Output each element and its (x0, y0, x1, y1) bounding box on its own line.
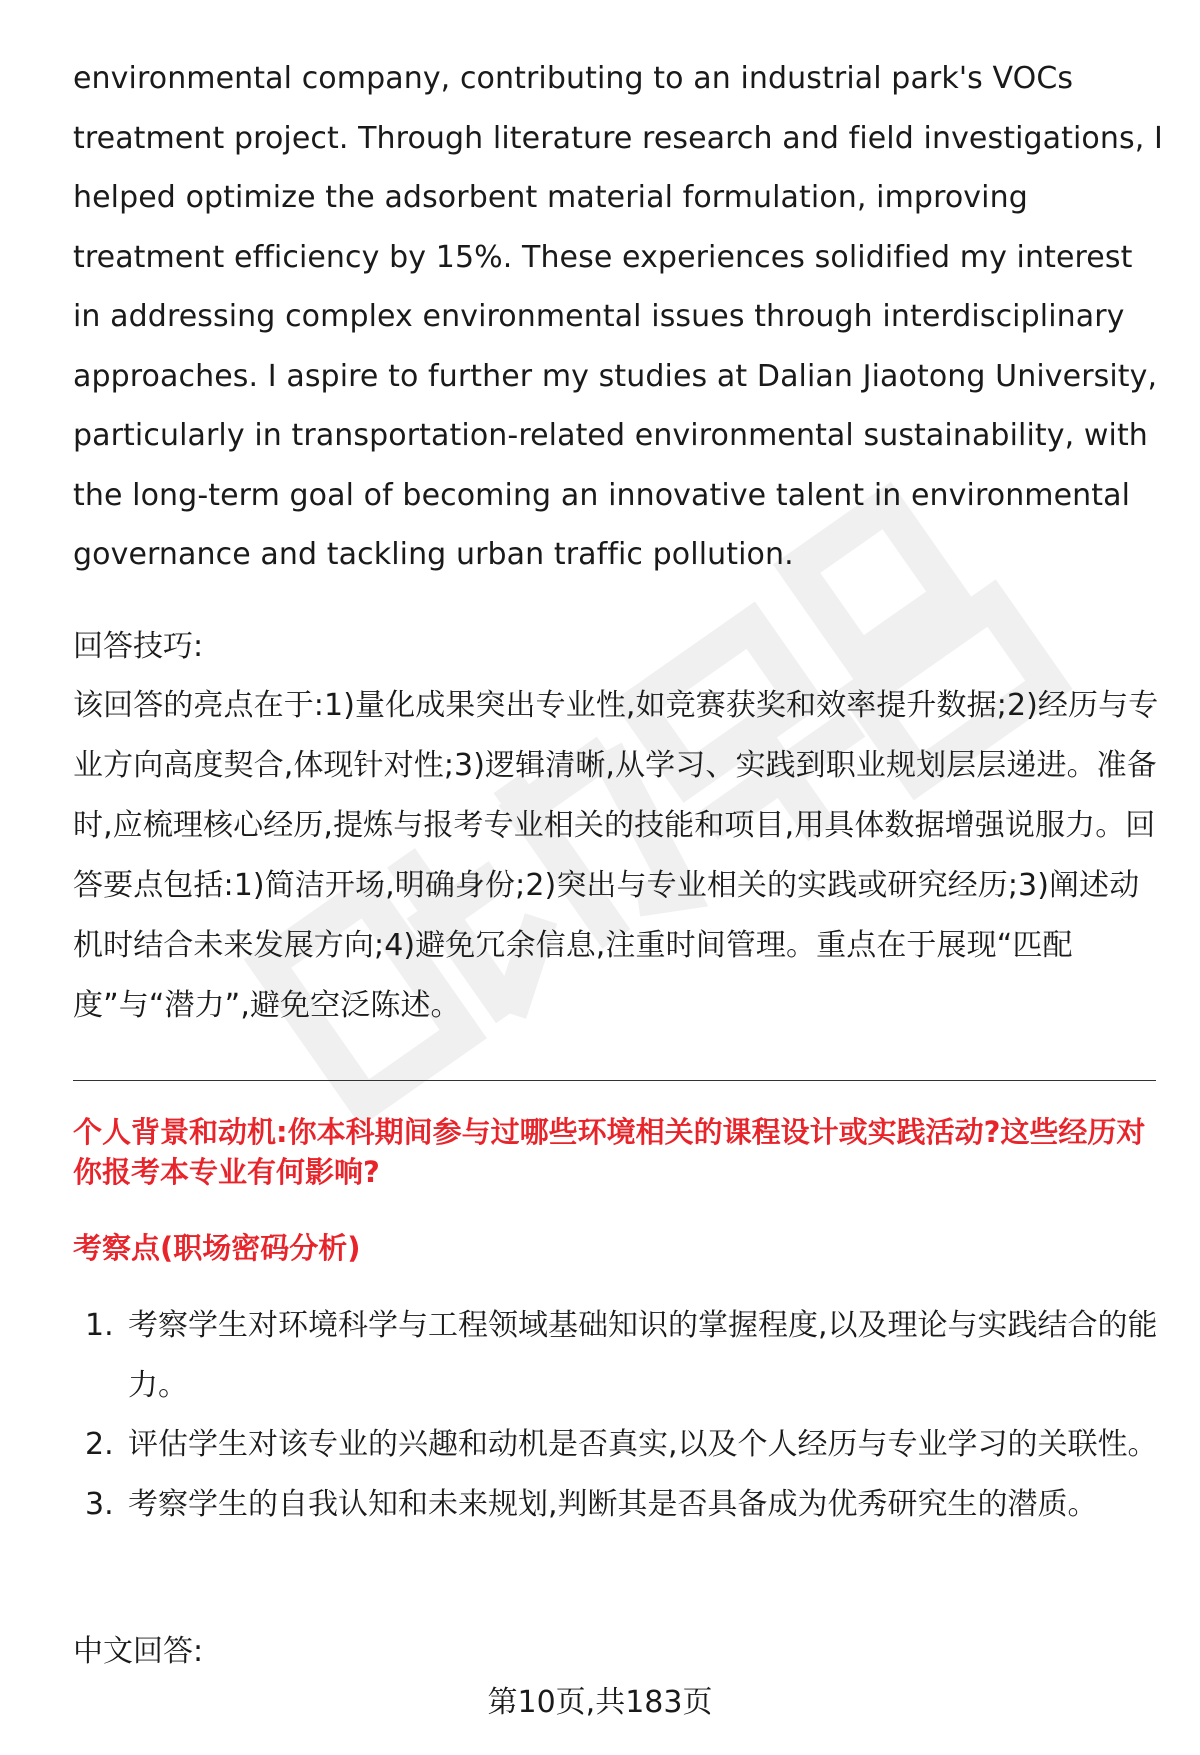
tips-label: 回答技巧: (73, 629, 204, 664)
list-item (73, 1475, 1163, 1535)
list-item-text: 考察学生的自我认知和未来规划,判断其是否具备成为优秀研究生的潜质。 (128, 1486, 1098, 1522)
list-item (73, 1296, 1163, 1415)
list-item-text: 评估学生对该专业的兴趣和动机是否真实,以及个人经历与专业学习的关联性。 (128, 1427, 1158, 1462)
list-item-number: 1. (85, 1308, 114, 1343)
chinese-answer-label: 中文回答: (73, 1634, 204, 1669)
list-item-number: 3. (85, 1486, 114, 1522)
list-item-number: 2. (85, 1427, 114, 1462)
english-answer-paragraph: environmental company, contributing to an industrial park's VOCs treatment project. Through literature research and field investigations, I helped optimize the adsorbent material formulation, improving treatment efficiency by 15%. These experiences solidified my interest in addressing complex environmental issues through interdisciplinary approaches. I aspire to further my studies at Dalian Jiaotong University, particularly in transportation-related environmental sustainability, with the long-term goal of becoming an innovative talent in environmental governance and tackling urban traffic pollution. (73, 61, 1163, 572)
assessment-list (73, 1296, 1163, 1534)
page-number-footer: 第10页,共183页 (487, 1685, 713, 1720)
assessment-title: 考察点(职场密码分析) (73, 1231, 361, 1265)
section-divider (73, 1080, 1156, 1081)
question-heading: 个人背景和动机:你本科期间参与过哪些环境相关的课程设计或实践活动?这些经历对你报考本专业有何影响? (73, 1115, 1146, 1189)
tips-body: 该回答的亮点在于:1)量化成果突出专业性,如竞赛获奖和效率提升数据;2)经历与专业方向高度契合,体现针对性;3)逻辑清晰,从学习、实践到职业规划层层递进。准备时,应梳理核心经历,提炼与报考专业相关的技能和项目,用具体数据增强说服力。回答要点包括:1)简洁开场,明确身份;2)突出与专业相关的实践或研究经历;3)阐述动机时结合未来发展方向;4)避免冗余信息,注重时间管理。重点在于展现“匹配度”与“潜力”,避免空泛陈述。 (73, 688, 1159, 1023)
list-item-text: 考察学生对环境科学与工程领域基础知识的掌握程度,以及理论与实践结合的能力。 (128, 1308, 1158, 1403)
list-item (73, 1415, 1163, 1475)
